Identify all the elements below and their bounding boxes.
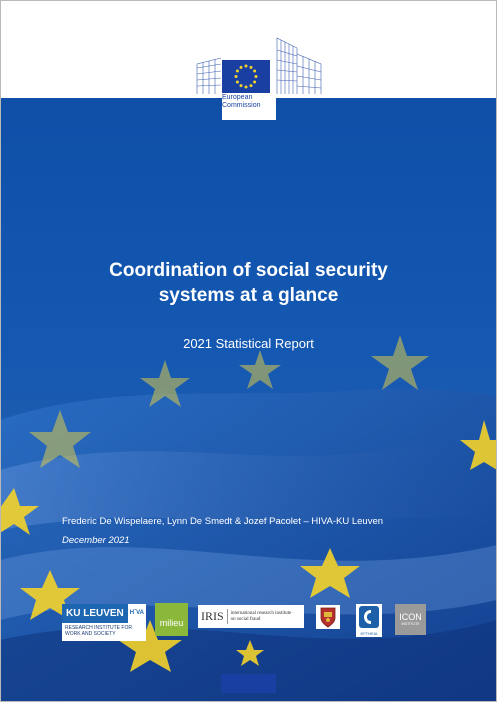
ec-logo-line2: Commission — [222, 102, 261, 109]
ku-leuven-subtitle — [62, 623, 146, 641]
european-commission-logo — [193, 34, 325, 124]
icon-institute-sub: INSTITUTE — [401, 622, 420, 626]
eu-flag — [222, 60, 270, 93]
ku-leuven-name: KU LEUVEN — [62, 604, 128, 623]
ec-logo-text — [222, 94, 276, 120]
crest-logo — [316, 605, 340, 629]
ku-leuven-sub-line-2: WORK AND SOCIETY — [65, 631, 116, 637]
iris-sub-line-2: on social fraud — [230, 616, 261, 622]
publication-date: December 2021 — [62, 535, 130, 546]
iris-sub-line-1: international research institute — [230, 610, 292, 616]
ec-logo-line1: European — [222, 94, 253, 101]
eftheia-logo — [356, 604, 382, 637]
bottom-blue-band — [221, 674, 276, 693]
icon-institute-logo — [395, 604, 426, 635]
ku-leuven-sub-line-1: RESEARCH INSTITUTE FOR — [65, 625, 132, 631]
ku-leuven-logo — [62, 604, 146, 641]
authors-line: Frederic De Wispelaere, Lynn De Smedt & Jozef Pacolet – HIVA-KU Leuven — [62, 516, 384, 527]
title-line-1: Coordination of social security — [109, 260, 388, 281]
report-subtitle: 2021 Statistical Report — [183, 336, 314, 351]
iris-subtitle — [228, 611, 292, 623]
eftheia-emblem-icon — [356, 604, 382, 630]
eu-stars-icon — [222, 60, 270, 93]
hiva-mark: HˆVA — [128, 604, 146, 623]
eftheia-label: EFTHEIA — [360, 631, 378, 636]
milieu-logo: milieu — [155, 603, 188, 636]
icon-institute-name: ICON — [399, 612, 422, 622]
iris-logo — [198, 605, 304, 628]
coat-of-arms-icon — [316, 605, 340, 629]
title-line-2: systems at a glance — [158, 285, 339, 306]
iris-name: IRIS — [198, 609, 228, 624]
report-title — [60, 258, 437, 308]
